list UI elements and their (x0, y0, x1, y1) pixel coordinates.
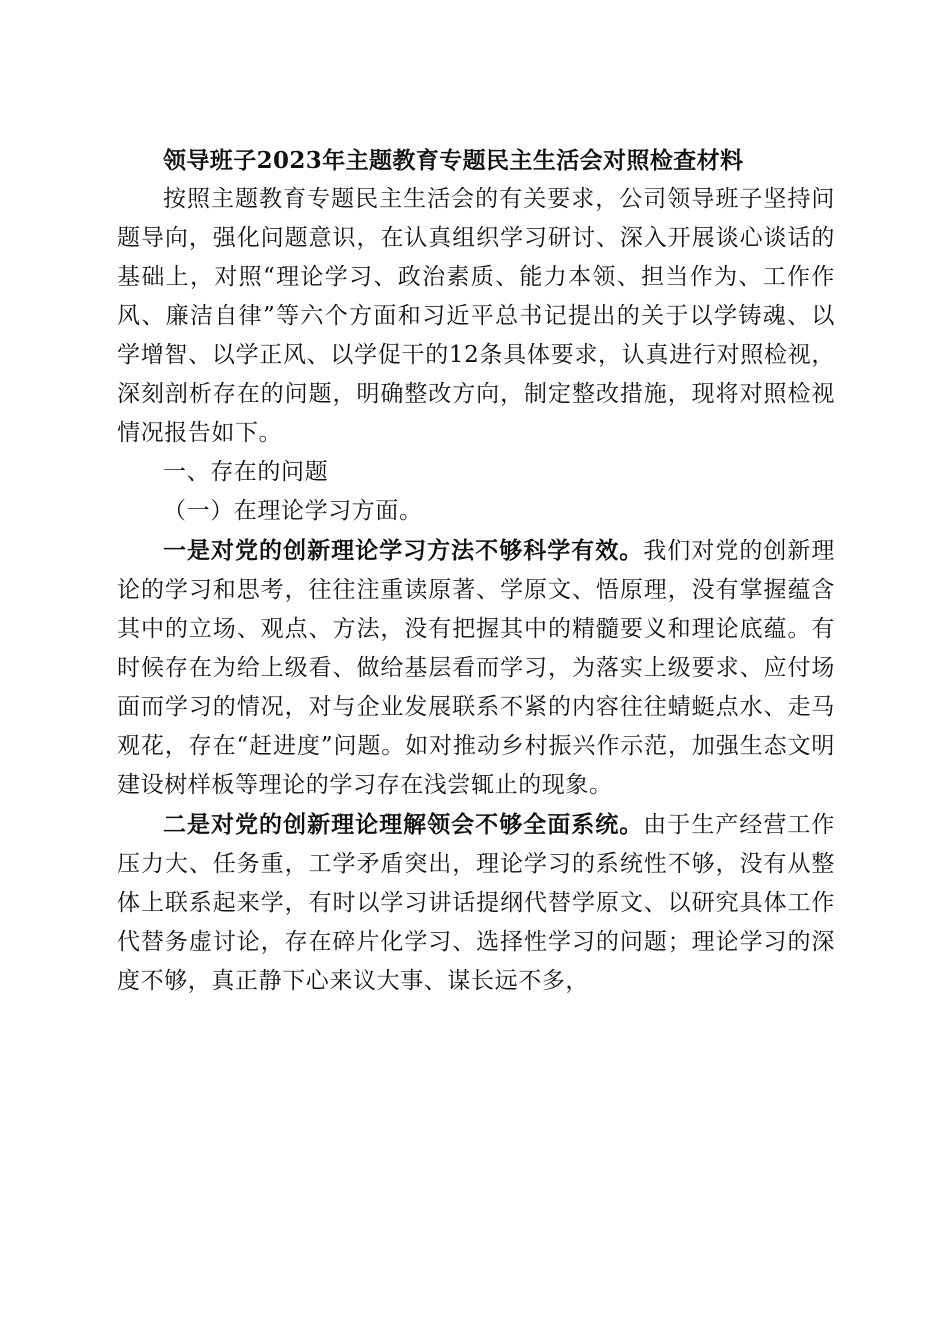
point-lead-2: 二是对党的创新理论理解领会不够全面系统。 (163, 811, 644, 838)
section-heading: 一、存在的问题 (163, 459, 329, 485)
point-body-2: 由于生产经营工作压力大、任务重，工学矛盾突出，理论学习的系统性不够，没有从整体上联系起来学，有时以学习讲话提纲代替学原文、以研究具体工作代替务虚讨论，存在碎片化学习、选择性学习的问题；理论学习的深度不够，真正静下心来议大事、谋长远不多， (117, 812, 835, 994)
point-lead-1: 一是对党的创新理论学习方法不够科学有效。 (163, 537, 644, 564)
intro-paragraph: 按照主题教育专题民主生活会的有关要求，公司领导班子坚持问题导向，强化问题意识，在认真组织学习研讨、深入开展谈心谈话的基础上，对照“理论学习、政治素质、能力本领、担当作为、工作作风、廉洁自律”等六个方面和习近平总书记提出的关于以学铸魂、以学增智、以学正风、以学促干的12条具体要求，认真进行对照检视，深刻剖析存在的问题，明确整改方向，制定整改措施，现将对照检视情况报告如下。 (117, 186, 835, 446)
document-title: 领导班子2023年主题教育专题民主生活会对照检查材料 (163, 147, 744, 174)
point-paragraph-1 (117, 531, 835, 805)
subsection-heading: （一）在理论学习方面。 (163, 498, 423, 524)
point-paragraph-2 (117, 805, 835, 1001)
point-body-1: 我们对党的创新理论的学习和思考，往往注重读原著、学原文、悟原理，没有掌握蕴含其中的立场、观点、方法，没有把握其中的精髓要义和理论底蕴。有时候存在为给上级看、做给基层看而学习，为落实上级要求、应付场面而学习的情况，对与企业发展联系不紧的内容往往蜻蜓点水、走马观花，存在“赶进度”问题。如对推动乡村振兴作示范，加强生态文明建设树样板等理论的学习存在浅尝辄止的现象。 (117, 538, 835, 798)
document-body (117, 141, 835, 1001)
